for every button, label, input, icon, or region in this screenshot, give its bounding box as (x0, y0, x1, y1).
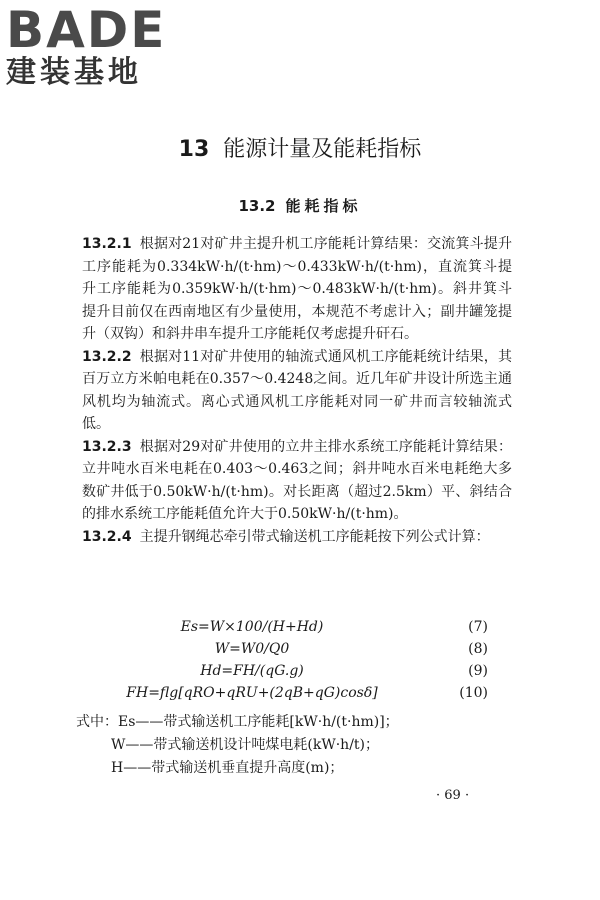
formula-expression: W=W0/Q0 (214, 641, 290, 657)
clause (82, 526, 512, 549)
logo-subtitle: 建装基地 (6, 55, 142, 90)
clause-text: 根据对29对矿井使用的立井主排水系统工序能耗计算结果：立井吨水百米电耗在0.403～0.463之间；斜井吨水百米电耗绝大多数矿井低于0.50kW·h/(t·hm)。对长距离（超过2.5km）平、斜结合的排水系统工序能耗值允许大于0.50kW·h/(t·hm)。 (82, 438, 512, 522)
chapter-number: 13 (178, 137, 210, 162)
formula (82, 660, 512, 682)
formula-block (82, 616, 512, 706)
clause-number: 13.2.2 (82, 348, 132, 365)
definition-line: 式中：Es——带式输送机工序能耗[kW·h/(t·hm)]； (76, 714, 399, 730)
section-heading (0, 195, 600, 216)
clause-text: 根据对21对矿井主提升机工序能耗计算结果：交流箕斗提升工序能耗为0.334kW·h/(t·hm)～0.433kW·h/(t·hm)，直流箕斗提升工序能耗为0.359kW·h/(t·hm)～0.483kW·h/(t·hm)。斜井箕斗提升目前仅在西南地区有少量使用，本规范不考虑计入；副井罐笼提升（双钩）和斜井串车提升工序能耗仅考虑提升矸石。 (82, 236, 512, 342)
clause-number: 13.2.4 (82, 528, 132, 545)
clause-number: 13.2.3 (82, 438, 132, 455)
clause-text: 主提升钢绳芯牵引带式输送机工序能耗按下列公式计算： (139, 528, 490, 545)
formula (82, 616, 512, 638)
equation-number: (7) (468, 619, 488, 635)
clause (82, 436, 512, 526)
clause (82, 233, 512, 346)
formula (82, 682, 512, 704)
definition-line: W——带式输送机设计吨煤电耗(kW·h/t)； (111, 737, 379, 753)
formula-expression: Es=W×100/(H+Hd) (180, 619, 324, 635)
section-number: 13.2 (238, 197, 276, 215)
definition-line: H——带式输送机垂直提升高度(m)； (111, 760, 344, 776)
page-number: · 69 · (436, 788, 470, 803)
chapter-heading (0, 132, 600, 163)
clause-text: 根据对11对矿井使用的轴流式通风机工序能耗统计结果，其百万立方米帕电耗在0.357～0.4248之间。近几年矿井设计所选主通风机均为轴流式。离心式通风机工序能耗对同一矿井而言较轴流式低。 (82, 348, 512, 432)
chapter-title: 能源计量及能耗指标 (223, 137, 422, 162)
symbol-definitions (76, 711, 516, 780)
clause-number: 13.2.1 (82, 236, 132, 252)
publisher-logo (6, 1, 176, 90)
logo-wordmark: BADE (6, 1, 167, 59)
section-title: 能耗指标 (285, 197, 362, 215)
equation-number: (8) (468, 641, 488, 657)
clause (82, 346, 512, 436)
equation-number: (10) (459, 685, 488, 701)
formula-expression: FH=flg[qRO+qRU+(2qB+qG)cosδ] (126, 685, 378, 701)
equation-number: (9) (468, 663, 488, 679)
clause-list (82, 233, 512, 548)
formula-expression: Hd=FH/(qG.g) (200, 663, 304, 679)
formula (82, 638, 512, 660)
